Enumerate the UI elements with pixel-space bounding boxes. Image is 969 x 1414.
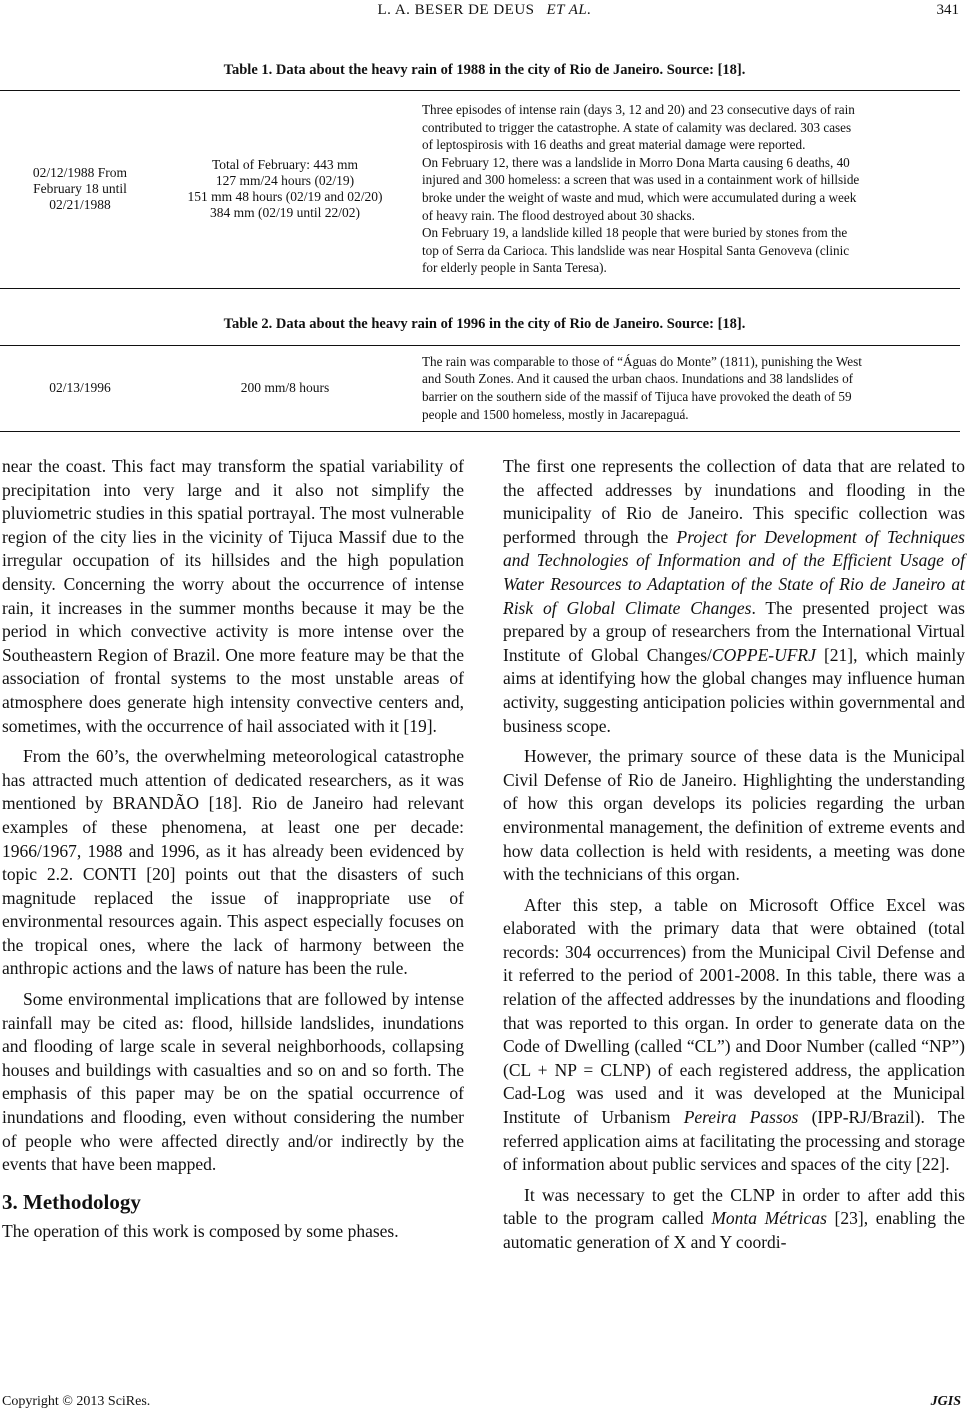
table1-desc-line: contributed to trigger the catastrophe. A state of calamity was declared. 303 cases: [422, 119, 852, 135]
table2-desc-line: barrier on the southern side of the massif of Tijuca have provoked the death of 59: [422, 389, 852, 404]
table1-rain-line: 384 mm (02/19 until 22/02): [210, 205, 360, 220]
table2-date: 02/13/1996: [49, 380, 111, 395]
table1-bottom-rule: [0, 288, 960, 289]
table1-desc-line: of leptospirosis with 16 deaths and great material damage were reported.: [422, 137, 806, 153]
table2-top-rule: [0, 345, 960, 346]
left-paragraph-4: The operation of this work is composed by some phases.: [2, 1221, 399, 1242]
text-run: [21], which mainly aims at identifying how the global changes may influence human activity, suggesting anticipation policies within governmental and business scope.: [503, 644, 965, 736]
table1-date-cell: [0, 92, 160, 286]
left-paragraph-2: From the 60’s, the overwhelming meteorological catastrophe has attracted much attention of dedicated researchers, as it was mentioned by BRANDÃO [18]. Rio de Janeiro had relevant examples of these phenomena, at least one per decade: 1966/1967, 1988 and 1996, as it has already been evidenced by topic 2.2. CONTI [20] points out that the disasters of such magnitude replaced the issue of inappropriate use of environmental resources again. This aspect especially focuses on the tropical ones, where the lack of harmony between the anthropic actions and the laws of nature has been the rule.: [2, 746, 464, 979]
section-heading-methodology: 3. Methodology: [2, 1189, 141, 1214]
text-run: After this step, a table on Microsoft Office Excel was elaborated with the primary data that were obtained (total records: 304 occurrences) from the Municipal Civil Defense and it referred to the period of 2001-2008. In this table, there was a relation of the affected addresses by the inundations and flooding that was reported to this organ. In order to generate data on the Code of Dwelling (called “CL”) and Door Number (called “NP”) (CL + NP = CLNP) of each registered address, the application Cad-Log was used and it was developed at the Municipal Institute of Urbanism: [503, 894, 965, 1128]
table1-rain-line: 151 mm 48 hours (02/19 and 02/20): [187, 189, 383, 204]
text-run: . The presented project was prepared by a group of researchers from the International Virtual Institute of Global Changes/: [503, 597, 965, 665]
institution-name: COPPE-UFRJ: [711, 644, 816, 665]
header-authors: L. A. BESER DE DEUS: [377, 2, 535, 18]
table1-desc-line: top of Serra da Carioca. This landslide was near Hospital Santa Genoveva (clinic: [422, 242, 850, 258]
table2-bottom-rule: [0, 431, 960, 432]
table1-date-line: February 18 until: [33, 181, 127, 196]
header-et-al: ET AL.: [546, 2, 592, 18]
table1-desc-line: injured and 300 homeless: a screen that was used in a containment work of hillside: [422, 172, 860, 188]
table1-caption: Table 1. Data about the heavy rain of 1988 in the city of Rio de Janeiro. Source: [18].: [223, 62, 746, 78]
running-head: [0, 2, 969, 19]
table1-date-line: 02/12/1988 From: [32, 165, 128, 180]
table2-description-cell: [422, 347, 964, 429]
table1-desc-line: for elderly people in Santa Teresa).: [422, 260, 607, 276]
left-paragraph-3: Some environmental implications that are followed by intense rainfall may be cited as: flood, hillside landslides, inundations and flooding of large scale in several neighborhoods, collapsing houses and buildings with casualties and so on and so forth. The emphasis of this paper may be on the spatial occurrence of inundations and flooding, even without considering the number of people who were affected directly and/or indirectly by the events that have been mapped.: [2, 989, 464, 1175]
table1-rain-line: 127 mm/24 hours (02/19): [215, 173, 355, 188]
table1-desc-line: Three episodes of intense rain (days 3, 12 and 20) and 23 consecutive days of rain: [422, 102, 855, 118]
table1-desc-line: of heavy rain. The flood destroyed about 30 shacks.: [422, 207, 695, 223]
text-run: It was necessary to get the CLNP in order to after add this table to the program called: [503, 1184, 965, 1229]
right-paragraph-1: [503, 455, 965, 738]
institute-name: Pereira Passos: [683, 1107, 799, 1128]
table1-rain-line: Total of February: 443 mm: [211, 157, 359, 172]
table2-desc-line: The rain was comparable to those of “Águas do Monte” (1811), punishing the West: [422, 353, 862, 369]
table1-top-rule: [0, 90, 960, 91]
table2-rain: 200 mm/8 hours: [240, 380, 330, 395]
copyright: Copyright © 2013 SciRes.: [2, 1394, 151, 1409]
running-header: [0, 0, 969, 30]
text-run: (IPP-RJ/Brazil). The referred application aims at facilitating the processing and storage of information about public services and spaces of the city [22].: [503, 1107, 965, 1175]
table1-desc-line: broke under the weight of waste and mud, which were accumulated during a week: [422, 190, 857, 205]
table1-rain-cell: [160, 92, 410, 286]
journal-abbrev: JGIS: [930, 1394, 961, 1409]
project-title: Project for Development of Techniques and Technologies of Information and of the Efficient Usage of Water Resources to Adaptation of the State of Rio de Janeiro at Risk of Global Climate Changes: [503, 526, 965, 618]
right-paragraph-4: [503, 1184, 965, 1255]
right-column: [503, 455, 965, 1255]
table2-date-cell: [0, 347, 160, 429]
table2-rain-cell: [160, 347, 410, 429]
right-paragraph-3: [503, 894, 965, 1177]
table2-desc-line: and South Zones. And it caused the urban chaos. Inundations and 38 landslides of: [422, 371, 854, 387]
table1-description-cell: [422, 92, 964, 286]
page-number: 341: [936, 2, 959, 18]
table1-desc-line: On February 12, there was a landslide in Morro Dona Marta causing 6 deaths, 40: [422, 154, 850, 170]
right-paragraph-2: However, the primary source of these data is the Municipal Civil Defense of Rio de Janeiro. Highlighting the understanding of how this organ develops its policies regarding the urban environmental management, the definition of extreme events and how data collection is held with residents, a meeting was done with the technicians of this organ.: [503, 746, 965, 885]
table2-caption: Table 2. Data about the heavy rain of 1996 in the city of Rio de Janeiro. Source: [18].: [223, 316, 746, 332]
table2-desc-line: people and 1500 homeless, mostly in Jacarepaguá.: [422, 406, 689, 422]
text-run: [23], enabling the automatic generation of X and Y coordi-: [503, 1208, 966, 1252]
text-run: The first one represents the collection of data that are related to the affected addresses by inundations and flooding in the municipality of Rio de Janeiro. This specific collection was performed through the: [503, 456, 965, 547]
table1-desc-line: On February 19, a landslide killed 18 people that were buried by stones from the: [422, 225, 848, 241]
left-paragraph-1: near the coast. This fact may transform the spatial variability of precipitation into very large and it also not simplify the pluviometric studies in this spatial portrayal. The most vulnerable region of the city lies in the vicinity of Tijuca Massif due to the irregular occupation of its hillsides and the high population density. Concerning the worry about the occurrence of intense rain, it increases in the summer months because it may be the period in which convective activity is more intense over the Southeastern Region of Brazil. One more feature may be that the association of frontal systems to the most unstable areas of atmosphere does generate high intensity convective centers and, sometimes, with the occurrence of hail associated with it [19].: [2, 456, 464, 736]
left-column: [2, 455, 464, 1244]
table1-date-line: 02/21/1988: [49, 197, 111, 212]
program-name: Monta Métricas: [711, 1208, 827, 1229]
